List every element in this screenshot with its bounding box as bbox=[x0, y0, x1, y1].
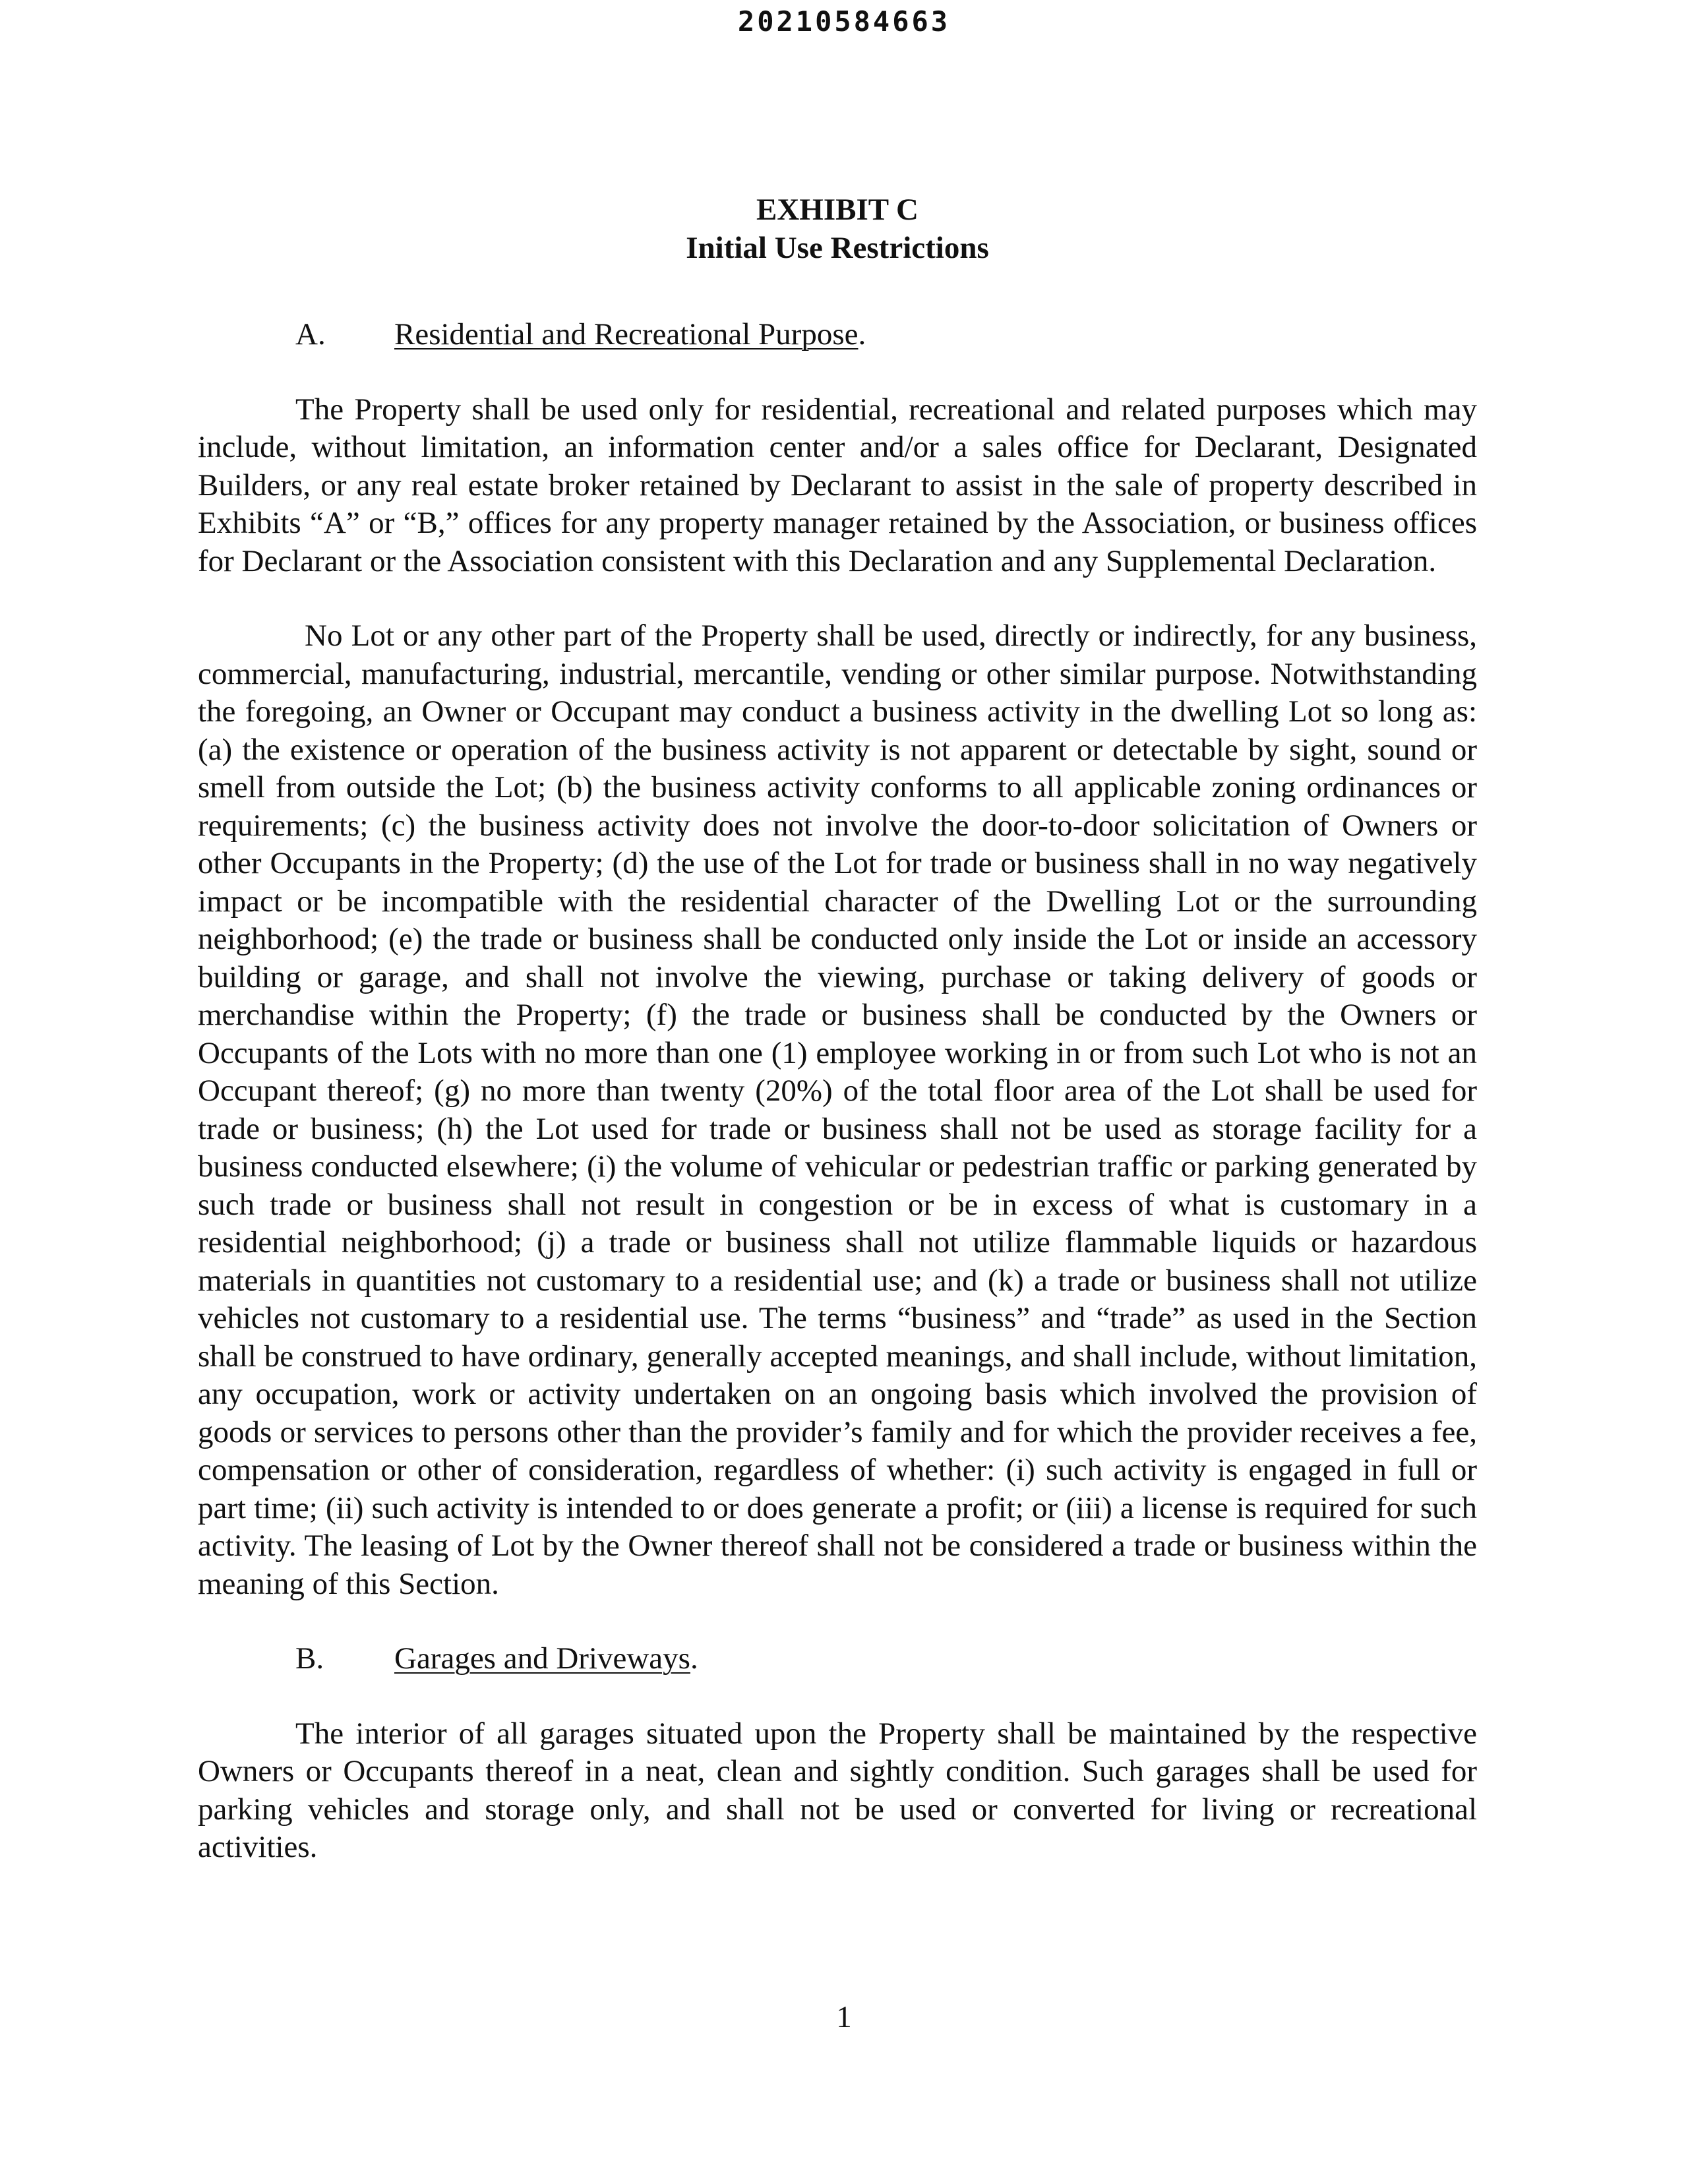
page-number: 1 bbox=[836, 2000, 852, 2034]
paragraph-residential-purpose: The Property shall be used only for residential, recreational and related purposes which may include, without limitation, an information center and/or a sales office for Declarant, Designated Builders, or any real estate broker retained by Declarant to assist in the sale of property described in Exhibits “A” or “B,” offices for any property manager retained by the Association, or business offices for Declarant or the Association consistent with this Declaration and any Supplemental Declaration. bbox=[198, 392, 1477, 578]
paragraph-garages: The interior of all garages situated upon the Property shall be maintained by the respective Owners or Occupants thereof in a neat, clean and sightly condition. Such garages shall be used for parking vehicles and storage only, and shall not be used or converted for living or recreational activities. bbox=[198, 1716, 1477, 1864]
section-letter: B. bbox=[295, 1641, 324, 1676]
exhibit-title: EXHIBIT C bbox=[756, 193, 919, 227]
document-number: 20210584663 bbox=[737, 5, 951, 38]
section-punctuation: . bbox=[690, 1641, 698, 1676]
section-name: Garages and Driveways bbox=[394, 1641, 690, 1676]
section-punctuation: . bbox=[858, 317, 866, 351]
section-name: Residential and Recreational Purpose bbox=[394, 317, 859, 351]
section-heading-b bbox=[198, 1640, 1477, 1678]
paragraph-business-restrictions: No Lot or any other part of the Property shall be used, directly or indirectly, for any business, commercial, manufacturing, industrial, mercantile, vending or other similar purpose. Notwithstanding the foregoing, an Owner or Occupant may conduct a business activity in the dwelling Lot so long as: (a) the existence or operation of the business activity is not apparent or detectable by sight, sound or smell from outside the Lot; (b) the business activity conforms to all applicable zoning ordinances or requirements; (c) the business activity does not involve the door-to-door solicitation of Owners or other Occupants in the Property; (d) the use of the Lot for trade or business shall in no way negatively impact or be incompatible with the residential character of the Dwelling Lot or the surrounding neighborhood; (e) the trade or business shall be conducted only inside the Lot or inside an accessory building or garage, and shall not involve the viewing, purchase or taking delivery of goods or merchandise within the Property; (f) the trade or business shall be conducted by the Owners or Occupants of the Lots with no more than one (1) employee working in or from such Lot who is not an Occupant thereof; (g) no more than twenty (20%) of the total floor area of the Lot shall be used for trade or business; (h) the Lot used for trade or business shall not be used as storage facility for a business conducted elsewhere; (i) the volume of vehicular or pedestrian traffic or parking generated by such trade or business shall not result in congestion or be in excess of what is customary in a residential neighborhood; (j) a trade or business shall not utilize flammable liquids or hazardous materials in quantities not customary to a residential use; and (k) a trade or business shall not utilize vehicles not customary to a residential use. The terms “business” and “trade” as used in the Section shall be construed to have ordinary, generally accepted meanings, and shall include, without limitation, any occupation, work or activity undertaken on an ongoing basis which involved the provision of goods or services to persons other than the provider’s family and for which the provider receives a fee, compensation or other of consideration, regardless of whether: (i) such activity is engaged in full or part time; (ii) such activity is intended to or does generate a profit; or (iii) a license is required for such activity. The leasing of Lot by the Owner thereof shall not be considered a trade or business within the meaning of this Section. bbox=[198, 619, 1477, 1601]
section-heading-a bbox=[198, 316, 1477, 354]
exhibit-subtitle: Initial Use Restrictions bbox=[686, 230, 989, 265]
document-page bbox=[198, 191, 1477, 1867]
section-letter: A. bbox=[295, 317, 326, 351]
